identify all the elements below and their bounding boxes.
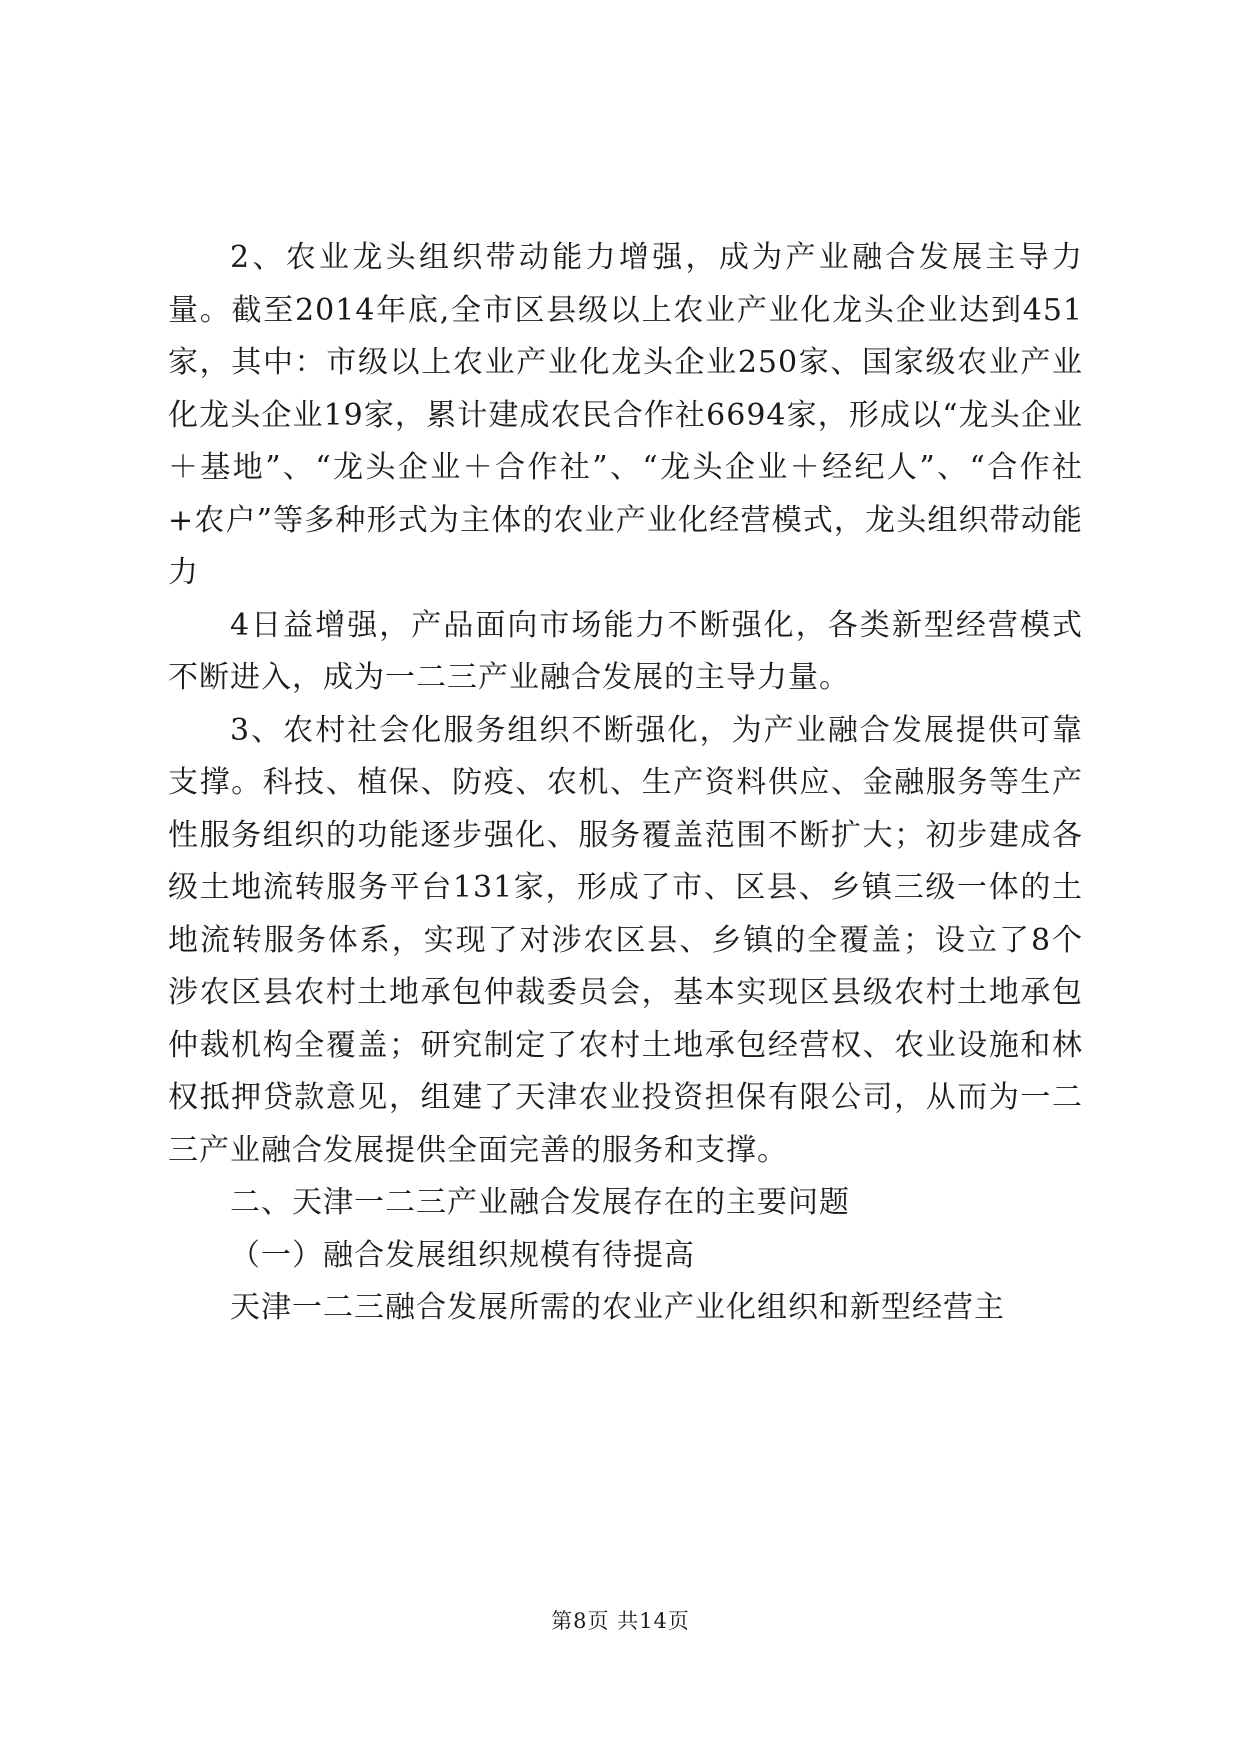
page-number-footer: 第8页 共14页 xyxy=(551,1609,690,1633)
paragraph-last: 天津一二三融合发展所需的农业产业化组织和新型经营主 xyxy=(230,1290,1005,1325)
subsection-heading-scale: （一）融合发展组织规模有待提高 xyxy=(230,1237,695,1273)
paragraph-leading-organizations: 2、农业龙头组织带动能力增强，成为产业融合发展主导力量。截至2014年底,全市区县级以上农业产业化龙头企业达到451家，其中：市级以上农业产业化龙头企业250家、国家级农业产业化龙头企业19家，累计建成农民合作社6694家，形成以“龙头企业＋基地”、“龙头企业＋合作社”、“龙头企业＋经纪人”、“合作社+农户”等多种形式为主体的农业产业化经营模式，龙头组织带动能力 xyxy=(168,240,1083,590)
section-heading-main-problems: 二、天津一二三产业融合发展存在的主要问题 xyxy=(230,1185,850,1220)
document-body xyxy=(168,232,1083,1335)
paragraph-social-services: 3、农村社会化服务组织不断强化，为产业融合发展提供可靠支撑。科技、植保、防疫、农机、生产资料供应、金融服务等生产性服务组织的功能逐步强化、服务覆盖范围不断扩大；初步建成各级土地流转服务平台131家，形成了市、区县、乡镇三级一体的土地流转服务体系，实现了对涉农区县、乡镇的全覆盖；设立了8个涉农区县农村土地承包仲裁委员会，基本实现区县级农村土地承包仲裁机构全覆盖；研究制定了农村土地承包经营权、农业设施和林权抵押贷款意见，组建了天津农业投资担保有限公司，从而为一二三产业融合发展提供全面完善的服务和支撑。 xyxy=(168,712,1083,1168)
paragraph-continuation: 4日益增强，产品面向市场能力不断强化，各类新型经营模式不断进入，成为一二三产业融合发展的主导力量。 xyxy=(168,607,1083,695)
